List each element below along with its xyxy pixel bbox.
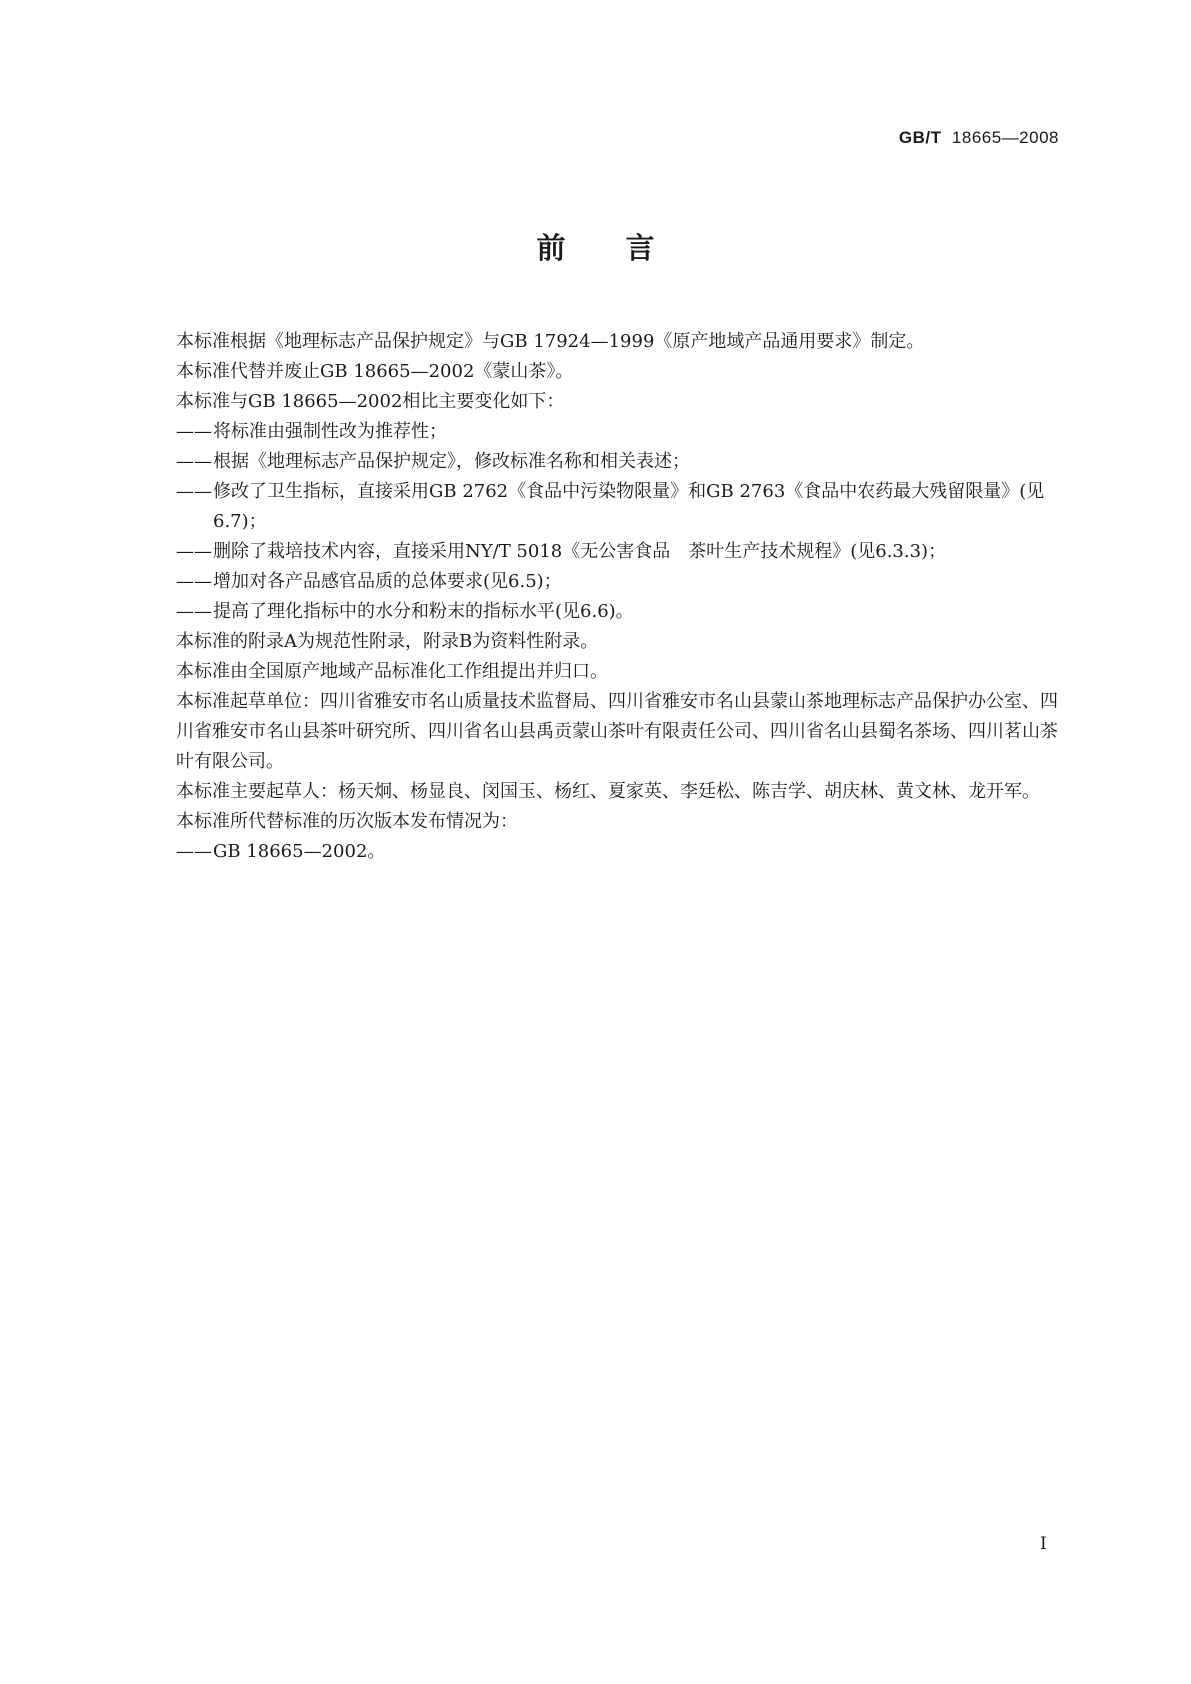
change-list-item xyxy=(176,477,1064,537)
list-item-text: 根据《地理标志产品保护规定》，修改标准名称和相关表述； xyxy=(213,451,690,472)
dash-mark: —— xyxy=(176,601,212,622)
dash-mark: —— xyxy=(176,841,212,862)
change-list-item xyxy=(176,417,1064,447)
dash-mark: —— xyxy=(176,571,212,592)
list-item-text: 提高了理化指标中的水分和粉末的指标水平(见6.6)。 xyxy=(213,601,634,622)
dash-mark: —— xyxy=(176,481,212,502)
paragraph: 本标准的附录A为规范性附录，附录B为资料性附录。 xyxy=(176,631,599,652)
dash-mark: —— xyxy=(176,421,212,442)
change-list-item xyxy=(176,537,1064,567)
paragraph: 本标准起草单位：四川省雅安市名山质量技术监督局、四川省雅安市名山县蒙山茶地理标志产品保护办公室、四川省雅安市名山县茶叶研究所、四川省名山县禹贡蒙山茶叶有限责任公司、四川省名山县蜀名茶场、四川茗山茶叶有限公司。 xyxy=(176,691,1058,772)
change-list-item xyxy=(176,597,1064,627)
paragraph: 本标准由全国原产地域产品标准化工作组提出并归口。 xyxy=(176,661,608,682)
list-item-text: 将标准由强制性改为推荐性； xyxy=(213,421,447,442)
paragraph: 本标准与GB 18665—2002相比主要变化如下： xyxy=(176,391,565,412)
standard-number xyxy=(899,128,1059,148)
paragraph: 本标准主要起草人：杨天炯、杨显良、闵国玉、杨红、夏家英、李廷松、陈吉学、胡庆林、黄文林、龙开军。 xyxy=(176,781,1040,802)
list-item-text: GB 18665—2002。 xyxy=(213,841,386,862)
change-list-item xyxy=(176,567,1064,597)
list-item-text: 修改了卫生指标，直接采用GB 2762《食品中污染物限量》和GB 2763《食品中农药最大残留限量》(见6.7)； xyxy=(213,481,1045,532)
paragraph: 本标准根据《地理标志产品保护规定》与GB 17924—1999《原产地域产品通用要求》制定。 xyxy=(176,331,925,352)
standard-number-value: 18665—2008 xyxy=(951,128,1059,147)
dash-mark: —— xyxy=(176,541,212,562)
list-item-text: 删除了栽培技术内容，直接采用NY/T 5018《无公害食品 茶叶生产技术规程》(见6.3.3)； xyxy=(213,541,947,562)
page-number: I xyxy=(1040,1534,1047,1554)
paragraph: 本标准所代替标准的历次版本发布情况为： xyxy=(176,811,518,832)
dash-mark: —— xyxy=(176,451,212,472)
foreword-body xyxy=(176,327,1064,867)
list-item-text: 增加对各产品感官品质的总体要求(见6.5)； xyxy=(213,571,562,592)
change-list-item xyxy=(176,837,1064,867)
standard-code: GB/T xyxy=(898,128,942,147)
page-title: 前言 xyxy=(536,231,715,265)
change-list-item xyxy=(176,447,1064,477)
paragraph: 本标准代替并废止GB 18665—2002《蒙山茶》。 xyxy=(176,361,574,382)
